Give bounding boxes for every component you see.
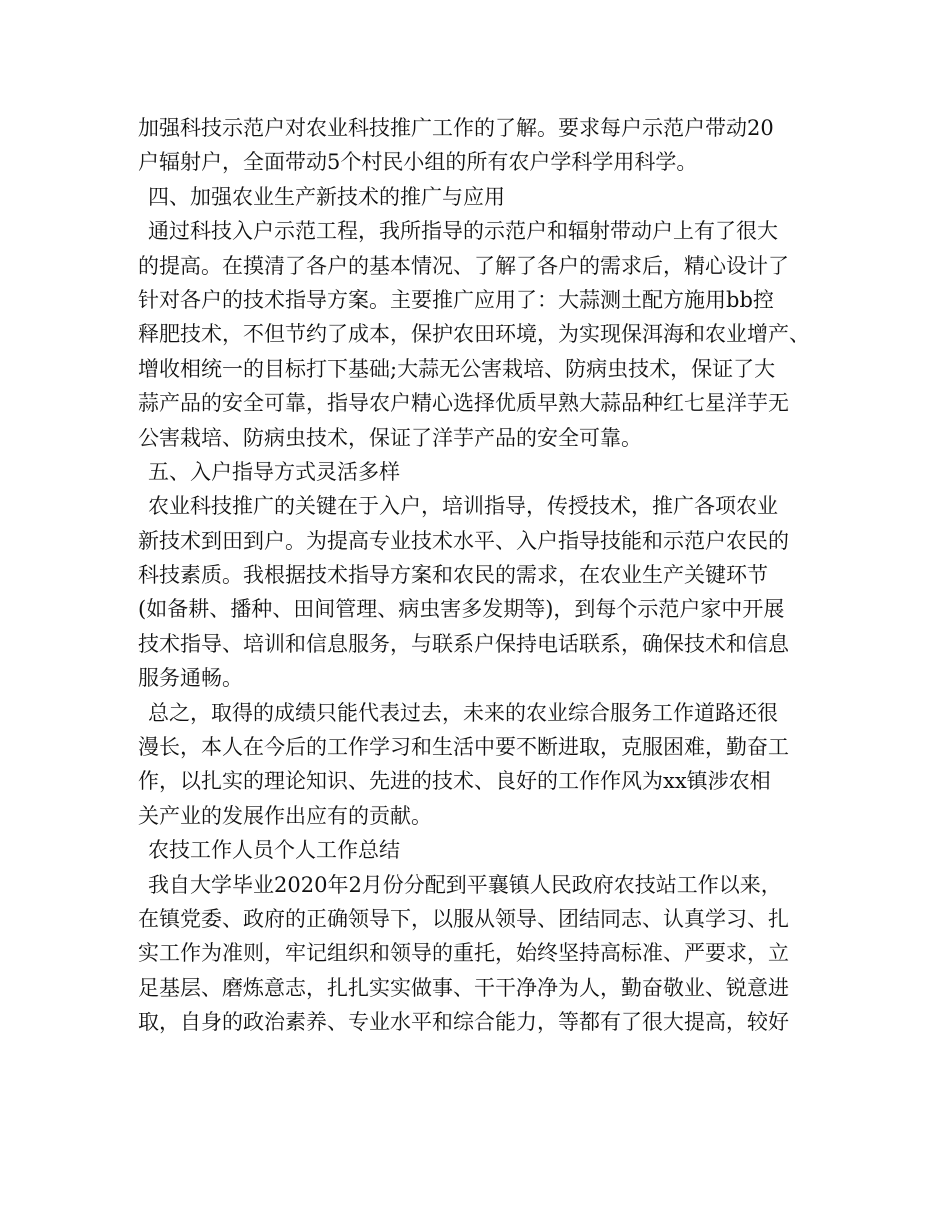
text-line: 服务通畅。	[138, 666, 243, 691]
text-line: 户辐射户，全面带动5个村民小组的所有农户学科学用科学。	[138, 150, 698, 175]
text-line: 四、加强农业生产新技术的推广与应用	[148, 184, 505, 209]
text-line: 公害栽培、防病虫技术，保证了洋芋产品的安全可靠。	[138, 425, 642, 450]
document-body	[138, 111, 828, 1040]
text-line: 科技素质。我根据技术指导方案和农民的需求，在农业生产关键环节	[138, 563, 768, 588]
text-line: 漫长，本人在今后的工作学习和生活中要不断进取，克服困难，勤奋工	[138, 735, 789, 760]
text-line: 五、入户指导方式灵活多样	[148, 459, 400, 484]
text-line: 通过科技入户示范工程，我所指导的示范户和辐射带动户上有了很大	[148, 219, 778, 244]
text-line: 实工作为准则，牢记组织和领导的重托，始终坚持高标准、严要求，立	[138, 941, 789, 966]
text-line: 关产业的发展作出应有的贡献。	[138, 803, 432, 828]
text-line: 我自大学毕业2020年2月份分配到平襄镇人民政府农技站工作以来，	[148, 872, 782, 897]
text-line: 新技术到田到户。为提高专业技术水平、入户指导技能和示范户农民的	[138, 528, 789, 553]
text-line: 加强科技示范户对农业科技推广工作的了解。要求每户示范户带动20	[138, 116, 774, 140]
text-line: 作，以扎实的理论知识、先进的技术、良好的工作作风为xx镇涉农相	[138, 769, 771, 794]
text-line: 增收相统一的目标打下基础;大蒜无公害栽培、防病虫技术，保证了大	[138, 356, 776, 381]
text-line: 技术指导、培训和信息服务，与联系户保持电话联系，确保技术和信息	[138, 631, 789, 656]
text-line: 农技工作人员个人工作总结	[148, 838, 400, 863]
text-line: 释肥技术，不但节约了成本，保护农田环境，为实现保洱海和农业增产、	[138, 322, 810, 347]
text-line: (如备耕、播种、田间管理、病虫害多发期等)，到每个示范户家中开展	[138, 597, 785, 622]
text-line: 足基层、磨炼意志，扎扎实实做事、干干净净为人，勤奋敬业、锐意进	[138, 975, 789, 1000]
text-line: 的提高。在摸清了各户的基本情况、了解了各户的需求后，精心设计了	[138, 253, 789, 278]
text-line: 在镇党委、政府的正确领导下，以服从领导、团结同志、认真学习、扎	[138, 906, 789, 931]
text-line: 总之，取得的成绩只能代表过去，未来的农业综合服务工作道路还很	[148, 700, 778, 725]
text-line: 农业科技推广的关键在于入户，培训指导，传授技术，推广各项农业	[148, 494, 778, 519]
text-line: 蒜产品的安全可靠，指导农户精心选择优质早熟大蒜品种红七星洋芋无	[138, 391, 789, 416]
text-line: 针对各户的技术指导方案。主要推广应用了：大蒜测土配方施用bb控	[138, 287, 774, 312]
text-line: 取，自身的政治素养、专业水平和综合能力，等都有了很大提高，较好	[138, 1010, 789, 1035]
